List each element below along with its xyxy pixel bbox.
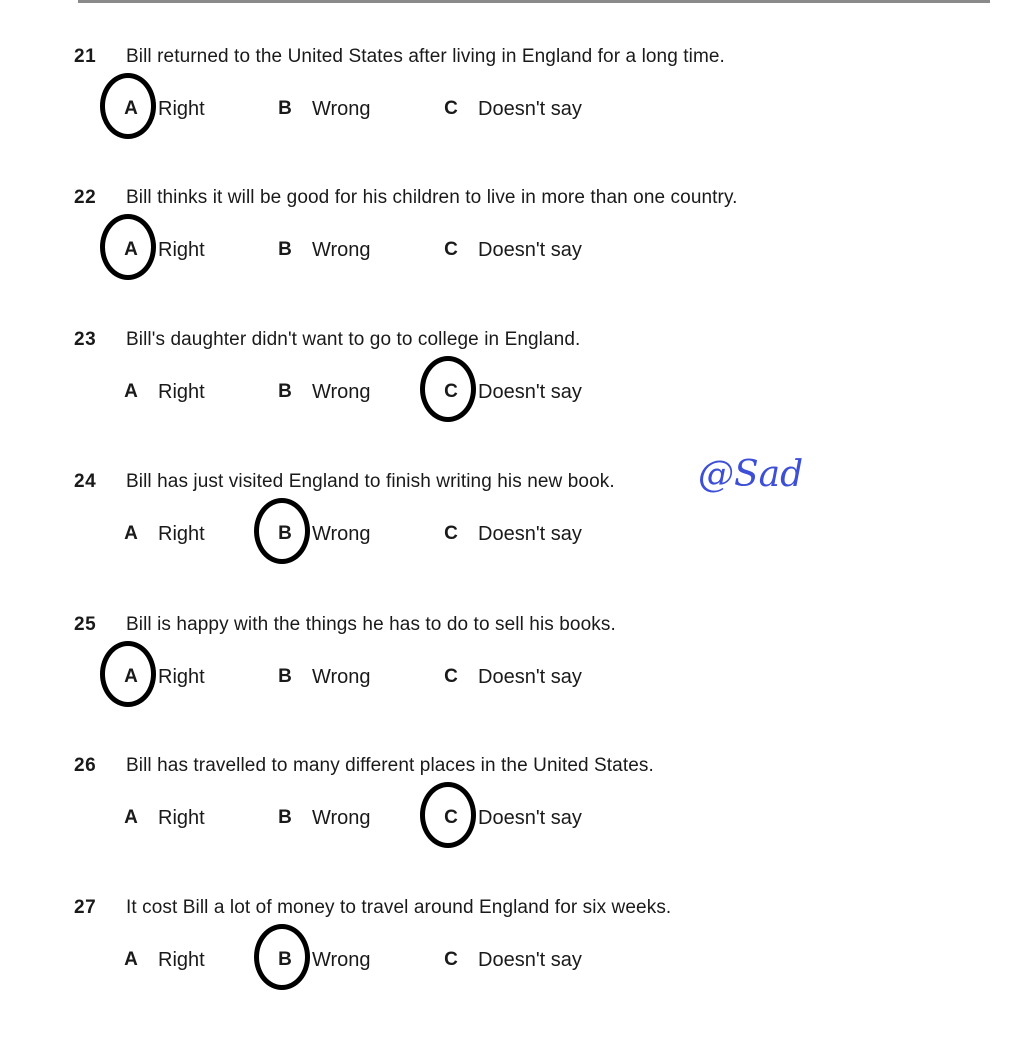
option-label: Doesn't say <box>478 381 582 403</box>
question-number: 26 <box>74 755 97 776</box>
option-label: Wrong <box>312 666 371 688</box>
question-number: 23 <box>74 329 97 350</box>
option-letter: B <box>278 949 292 970</box>
question-text: It cost Bill a lot of money to travel around England for six weeks. <box>126 897 672 918</box>
option-letter: C <box>444 98 458 119</box>
question-number: 27 <box>74 897 97 918</box>
option-label: Doesn't say <box>478 523 582 545</box>
option-letter: B <box>278 239 292 260</box>
question-text: Bill's daughter didn't want to go to college in England. <box>126 329 581 350</box>
option-label: Doesn't say <box>478 949 582 971</box>
option-label: Doesn't say <box>478 807 582 829</box>
option-letter: A <box>124 807 138 828</box>
option-label: Right <box>158 523 205 545</box>
option-label: Wrong <box>312 523 371 545</box>
question-text: Bill has travelled to many different places in the United States. <box>126 755 654 776</box>
option-label: Wrong <box>312 98 371 120</box>
option-letter: B <box>278 381 292 402</box>
question-number: 24 <box>74 471 97 492</box>
question-21 <box>0 46 1024 188</box>
top-rule <box>78 0 990 3</box>
question-number: 21 <box>74 46 97 67</box>
option-letter: B <box>278 98 292 119</box>
option-letter: A <box>124 666 138 687</box>
option-letter: C <box>444 381 458 402</box>
option-letter: A <box>124 98 138 119</box>
option-label: Doesn't say <box>478 666 582 688</box>
option-letter: A <box>124 239 138 260</box>
option-label: Wrong <box>312 807 371 829</box>
question-26 <box>0 755 1024 897</box>
option-label: Doesn't say <box>478 239 582 261</box>
option-label: Wrong <box>312 949 371 971</box>
question-27 <box>0 897 1024 1039</box>
question-text: Bill is happy with the things he has to do to sell his books. <box>126 614 616 635</box>
question-25 <box>0 614 1024 756</box>
option-letter: C <box>444 666 458 687</box>
option-letter: A <box>124 523 138 544</box>
question-24 <box>0 471 1024 613</box>
option-label: Doesn't say <box>478 98 582 120</box>
option-label: Wrong <box>312 239 371 261</box>
question-text: Bill has just visited England to finish writing his new book. <box>126 471 615 492</box>
question-text: Bill returned to the United States after living in England for a long time. <box>126 46 725 67</box>
question-number: 22 <box>74 187 97 208</box>
option-label: Wrong <box>312 381 371 403</box>
option-label: Right <box>158 98 205 120</box>
option-label: Right <box>158 949 205 971</box>
question-23 <box>0 329 1024 471</box>
option-label: Right <box>158 381 205 403</box>
question-text: Bill thinks it will be good for his children to live in more than one country. <box>126 187 738 208</box>
option-letter: C <box>444 807 458 828</box>
option-letter: A <box>124 949 138 970</box>
option-letter: B <box>278 523 292 544</box>
option-label: Right <box>158 239 205 261</box>
option-label: Right <box>158 666 205 688</box>
handwritten-note: @Sad <box>698 454 804 495</box>
question-number: 25 <box>74 614 97 635</box>
option-letter: C <box>444 239 458 260</box>
question-22 <box>0 187 1024 329</box>
option-letter: B <box>278 666 292 687</box>
option-letter: C <box>444 523 458 544</box>
option-letter: A <box>124 381 138 402</box>
option-label: Right <box>158 807 205 829</box>
option-letter: C <box>444 949 458 970</box>
option-letter: B <box>278 807 292 828</box>
